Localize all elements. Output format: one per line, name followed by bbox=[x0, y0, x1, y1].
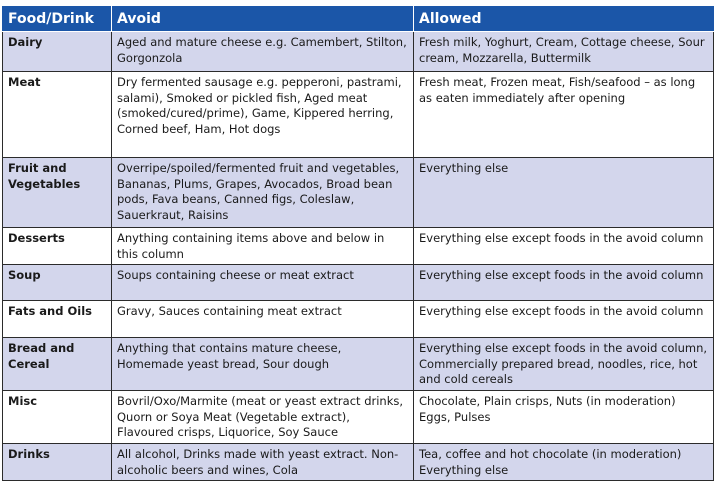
row-category: Misc bbox=[3, 391, 112, 444]
food-restriction-table bbox=[2, 6, 714, 481]
table-row bbox=[3, 391, 714, 444]
row-category: Drinks bbox=[3, 444, 112, 481]
row-category: Bread and Cereal bbox=[3, 338, 112, 391]
row-category: Meat bbox=[3, 72, 112, 158]
row-avoid: Anything that contains mature cheese, Homemade yeast bread, Sour dough bbox=[112, 338, 414, 391]
row-avoid: Anything containing items above and below in this column bbox=[112, 228, 414, 265]
row-allowed: Chocolate, Plain crisps, Nuts (in moderation) Eggs, Pulses bbox=[414, 391, 714, 444]
table-row bbox=[3, 265, 714, 301]
row-avoid: Soups containing cheese or meat extract bbox=[112, 265, 414, 301]
row-allowed: Everything else except foods in the avoid column bbox=[414, 265, 714, 301]
row-allowed: Everything else except foods in the avoid column, Commercially prepared bread, noodles, rice, hot and cold cereals bbox=[414, 338, 714, 391]
row-allowed: Fresh milk, Yoghurt, Cream, Cottage cheese, Sour cream, Mozzarella, Buttermilk bbox=[414, 32, 714, 72]
table-row bbox=[3, 444, 714, 481]
table-row bbox=[3, 32, 714, 72]
table-row bbox=[3, 301, 714, 338]
table-row bbox=[3, 228, 714, 265]
row-allowed: Tea, coffee and hot chocolate (in moderation) Everything else bbox=[414, 444, 714, 481]
table-row bbox=[3, 338, 714, 391]
food-table-container bbox=[2, 6, 713, 481]
row-avoid: Aged and mature cheese e.g. Camembert, Stilton, Gorgonzola bbox=[112, 32, 414, 72]
row-avoid: Dry fermented sausage e.g. pepperoni, pastrami, salami), Smoked or pickled fish, Aged meat (smoked/cured/prime), Game, Kippered herring, Corned beef, Ham, Hot dogs bbox=[112, 72, 414, 158]
row-allowed: Everything else except foods in the avoid column bbox=[414, 301, 714, 338]
row-avoid: All alcohol, Drinks made with yeast extract. Non-alcoholic beers and wines, Cola bbox=[112, 444, 414, 481]
header-food-drink: Food/Drink bbox=[3, 7, 112, 32]
row-avoid: Bovril/Oxo/Marmite (meat or yeast extract drinks, Quorn or Soya Meat (Vegetable extract), Flavoured crisps, Liquorice, Soy Sauce bbox=[112, 391, 414, 444]
row-category: Fats and Oils bbox=[3, 301, 112, 338]
header-avoid: Avoid bbox=[112, 7, 414, 32]
row-category: Dairy bbox=[3, 32, 112, 72]
row-allowed: Fresh meat, Frozen meat, Fish/seafood – as long as eaten immediately after opening bbox=[414, 72, 714, 158]
row-category: Fruit and Vegetables bbox=[3, 158, 112, 228]
row-avoid: Overripe/spoiled/fermented fruit and vegetables, Bananas, Plums, Grapes, Avocados, Broad bean pods, Fava beans, Canned figs, Coleslaw, Sauerkraut, Raisins bbox=[112, 158, 414, 228]
table-row bbox=[3, 72, 714, 158]
table-header-row bbox=[3, 7, 714, 32]
row-allowed: Everything else except foods in the avoid column bbox=[414, 228, 714, 265]
row-category: Soup bbox=[3, 265, 112, 301]
row-category: Desserts bbox=[3, 228, 112, 265]
header-allowed: Allowed bbox=[414, 7, 714, 32]
row-avoid: Gravy, Sauces containing meat extract bbox=[112, 301, 414, 338]
row-allowed: Everything else bbox=[414, 158, 714, 228]
table-row bbox=[3, 158, 714, 228]
